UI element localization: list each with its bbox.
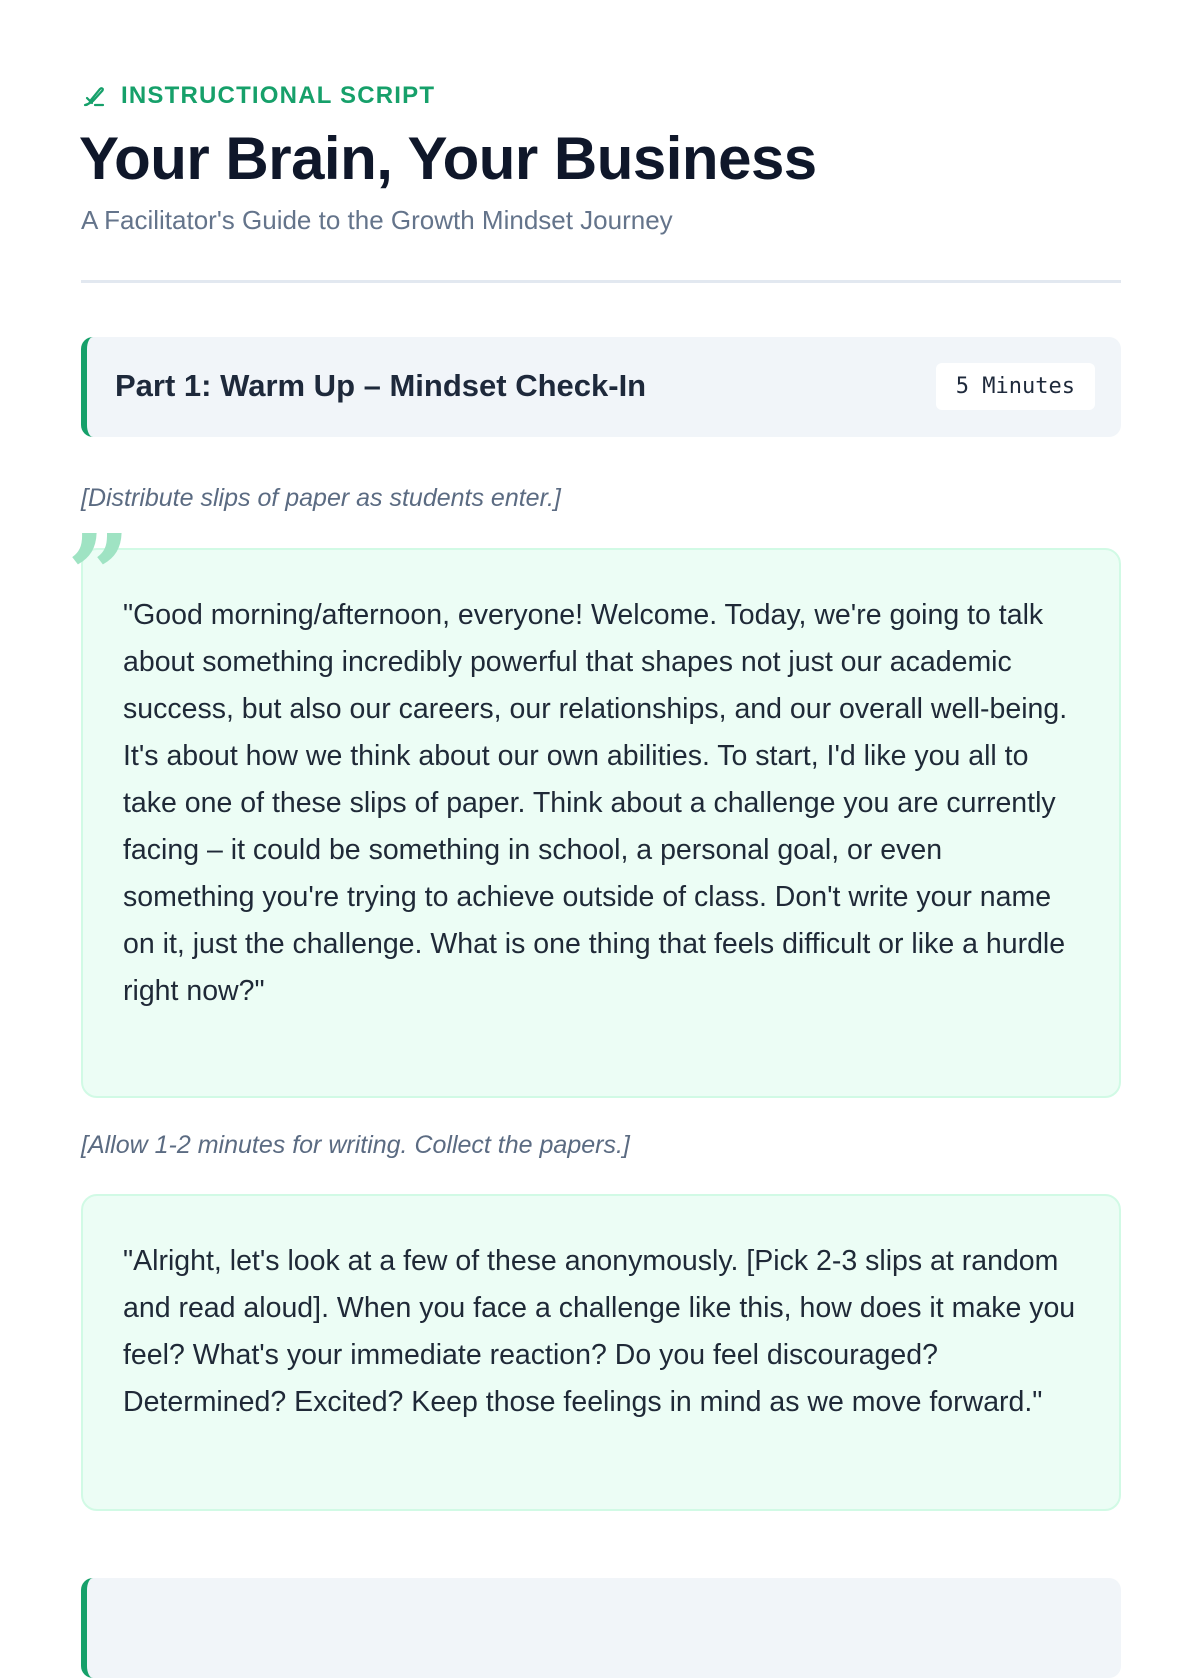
- pen-icon: [81, 83, 107, 109]
- stage-direction: [Allow 1-2 minutes for writing. Collect the papers.]: [81, 1131, 630, 1159]
- speech-block: [81, 1194, 1121, 1511]
- section-title: Part 1: Warm Up – Mindset Check-In: [115, 368, 647, 403]
- page-subtitle: A Facilitator's Guide to the Growth Mindset Journey: [81, 205, 673, 235]
- section-header-part-2: [81, 1578, 1121, 1678]
- section-header-part-1: [81, 337, 1121, 437]
- eyebrow: [81, 82, 435, 110]
- quote-icon: ”: [67, 510, 131, 639]
- duration-badge: 5 Minutes: [936, 363, 1095, 410]
- stage-direction: [Distribute slips of paper as students enter.]: [81, 484, 561, 512]
- speech-text: "Alright, let's look at a few of these anonymously. [Pick 2-3 slips at random and read aloud]. When you face a challenge like this, how does it make you feel? What's your immediate reaction? Do you feel discouraged? Determined? Excited? Keep those feelings in mind as we move forward.": [123, 1245, 1076, 1418]
- eyebrow-label: INSTRUCTIONAL SCRIPT: [121, 82, 436, 109]
- speech-block: [81, 548, 1121, 1098]
- page-title: Your Brain, Your Business: [79, 125, 817, 192]
- header-divider: [81, 280, 1121, 283]
- speech-text: "Good morning/afternoon, everyone! Welcome. Today, we're going to talk about something incredibly powerful that shapes not just our academic success, but also our careers, our relationships, and our overall well-being. It's about how we think about our own abilities. To start, I'd like you all to take one of these slips of paper. Think about a challenge you are currently facing – it could be something in school, a personal goal, or even something you're trying to achieve outside of class. Don't write your name on it, just the challenge. What is one thing that feels difficult or like a hurdle right now?": [123, 599, 1068, 1007]
